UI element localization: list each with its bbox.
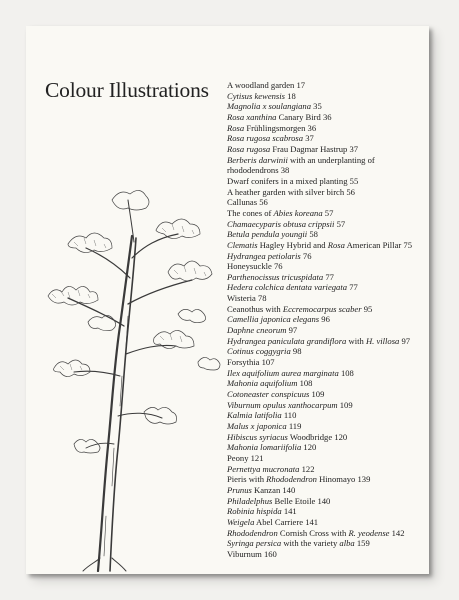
illustration-entry [227,400,427,411]
entry-text: 142 [389,527,405,538]
entry-text: 108 [338,367,354,378]
entry-text: Pieris with [227,474,267,485]
entry-botanical-name: Magnolia x soulangiana [227,101,312,112]
entry-text: Hinomayo 139 [316,474,371,485]
illustration-entry [227,101,427,112]
entry-text: 110 [281,410,297,421]
entry-text: Callunas 56 [227,197,268,208]
illustration-entry [227,442,427,453]
entry-botanical-name: Rosa rugosa scabrosa [227,133,304,144]
entry-text: with an underplanting of rhododendrons 38 [227,154,375,176]
entry-botanical-name: Prunus [227,484,252,495]
entry-text: 159 [354,538,370,549]
entry-text: 97 [399,335,411,346]
entry-botanical-name: Hedera colchica dentata variegata [227,282,348,293]
illustration-entry [227,272,427,283]
entry-text: 120 [301,442,317,453]
entry-text: 76 [300,250,312,261]
illustration-entry [227,229,427,240]
illustration-entry [227,528,427,539]
illustration-entry [227,208,427,219]
entry-botanical-name: Betula pendula youngii [227,229,308,240]
illustration-entry [227,368,427,379]
illustration-entry [227,282,427,293]
entry-botanical-name: Chamaecyparis obtusa crippsii [227,218,335,229]
entry-botanical-name: Mahonia lomariifolia [227,442,302,453]
entry-botanical-name: Cytisus kewensis [227,90,286,101]
entry-botanical-name: R. yeodense [348,527,390,538]
entry-botanical-name: Rhododendron [227,527,278,538]
entry-botanical-name: Ilex aquifolium aurea marginata [227,367,339,378]
illustration-entry [227,506,427,517]
entry-text: with the variety [281,538,340,549]
illustration-entry [227,389,427,400]
entry-botanical-name: Philadelphus [227,495,273,506]
illustration-entry [227,485,427,496]
illustration-entry [227,80,427,91]
illustration-entry [227,133,427,144]
illustration-entry [227,517,427,528]
entry-text: 109 [337,399,353,410]
entry-botanical-name: Weigela [227,516,255,527]
entry-botanical-name: Parthenocissus tricuspidata [227,271,324,282]
entry-botanical-name: Syringa persica [227,538,282,549]
illustration-entry [227,240,427,251]
entry-text: Dwarf conifers in a mixed planting 55 [227,175,359,186]
entry-text: Cornish Cross with [277,527,349,538]
page-title: Colour Illustrations [45,78,209,102]
entry-text: 35 [311,101,322,112]
entry-botanical-name: alba [339,538,355,549]
illustration-entry [227,325,427,336]
pine-tree-illustration-icon [28,186,238,572]
entry-text: 141 [281,506,297,517]
illustration-entry [227,421,427,432]
illustration-entry [227,155,427,176]
illustration-entry [227,474,427,485]
illustration-entry [227,197,427,208]
entry-text: A heather garden with silver birch 56 [227,186,355,197]
entry-botanical-name: Cotinus coggygria [227,346,291,357]
entry-botanical-name: Rosa [327,239,345,250]
illustration-entry [227,549,427,560]
illustration-entry [227,453,427,464]
entry-botanical-name: Hydrangea paniculata grandiflora [227,335,347,346]
illustration-entry [227,378,427,389]
entry-botanical-name: Robinia hispida [227,506,282,517]
entry-botanical-name: Mahonia aquifolium [227,378,298,389]
entry-botanical-name: Camellia japonica elegans [227,314,320,325]
entry-text: Frau Dagmar Hastrup 37 [270,143,359,154]
entry-text: Hagley Hybrid and [257,239,328,250]
entry-text: Woodbridge 120 [287,431,348,442]
entry-text: 109 [309,389,325,400]
illustration-entry [227,314,427,325]
illustration-entry [227,91,427,102]
illustration-entry [227,251,427,262]
entry-text: 57 [322,207,334,218]
entry-botanical-name: Rosa [227,122,245,133]
entry-text: 95 [361,303,373,314]
illustration-entry [227,464,427,475]
entry-botanical-name: Rosa xanthina [227,111,277,122]
entry-botanical-name: Rhododendron [266,474,317,485]
entry-text: 122 [299,463,315,474]
entry-text: The cones of [227,207,274,218]
illustration-entry [227,293,427,304]
entry-text: 108 [297,378,313,389]
illustration-entry [227,112,427,123]
entry-text: 37 [303,133,314,144]
entry-botanical-name: Abies koreana [273,207,323,218]
entry-text: Peony 121 [227,452,264,463]
entry-text: Belle Etoile 140 [272,495,331,506]
entry-botanical-name: Eccremocarpus scaber [282,303,362,314]
entry-text: Abel Carriere 141 [254,516,319,527]
entry-text: Forsythia 107 [227,357,275,368]
illustration-list [227,80,427,560]
entry-text: American Pillar 75 [344,239,412,250]
illustration-entry [227,304,427,315]
entry-text: 18 [285,90,296,101]
entry-botanical-name: H. villosa [365,335,400,346]
entry-text: 96 [319,314,330,325]
entry-text: 97 [286,325,298,336]
illustration-entry [227,432,427,443]
illustration-entry [227,410,427,421]
illustration-entry [227,357,427,368]
illustration-entry [227,187,427,198]
entry-text: Canary Bird 36 [276,111,332,122]
entry-botanical-name: Hydrangea petiolaris [227,250,301,261]
illustration-entry [227,538,427,549]
illustration-entry [227,346,427,357]
entry-text: Honeysuckle 76 [227,261,283,272]
illustration-entry [227,496,427,507]
entry-text: 77 [347,282,358,293]
entry-text: 57 [334,218,346,229]
entry-botanical-name: Berberis darwinii [227,154,288,165]
entry-botanical-name: Kalmia latifolia [227,410,282,421]
entry-botanical-name: Daphne cneorum [227,325,287,336]
entry-text: 58 [307,229,318,240]
entry-text: Frühlingsmorgen 36 [244,122,317,133]
illustration-entry [227,176,427,187]
entry-botanical-name: Pernettya mucronata [227,463,300,474]
illustration-entry [227,144,427,155]
entry-text: A woodland garden 17 [227,80,306,90]
entry-text: 119 [286,421,302,431]
entry-text: Viburnum 160 [227,548,277,559]
entry-botanical-name: Rosa rugosa [227,143,271,154]
entry-text: Ceanothus with [227,303,283,314]
entry-botanical-name: Clematis [227,239,258,250]
entry-text: Wisteria 78 [227,293,267,304]
entry-text: with [346,335,366,346]
entry-text: 98 [290,346,302,357]
entry-text: Kanzan 140 [251,484,296,495]
entry-botanical-name: Viburnum opulus xanthocarpum [227,399,338,410]
book-page [26,26,429,574]
entry-botanical-name: Hibiscus syriacus [227,431,288,442]
illustration-entry [227,261,427,272]
illustration-entry [227,219,427,230]
entry-text: 77 [323,271,334,282]
illustration-entry [227,336,427,347]
entry-botanical-name: Malus x japonica [227,421,287,431]
illustration-entry [227,123,427,134]
entry-botanical-name: Cotoneaster conspicuus [227,389,310,400]
